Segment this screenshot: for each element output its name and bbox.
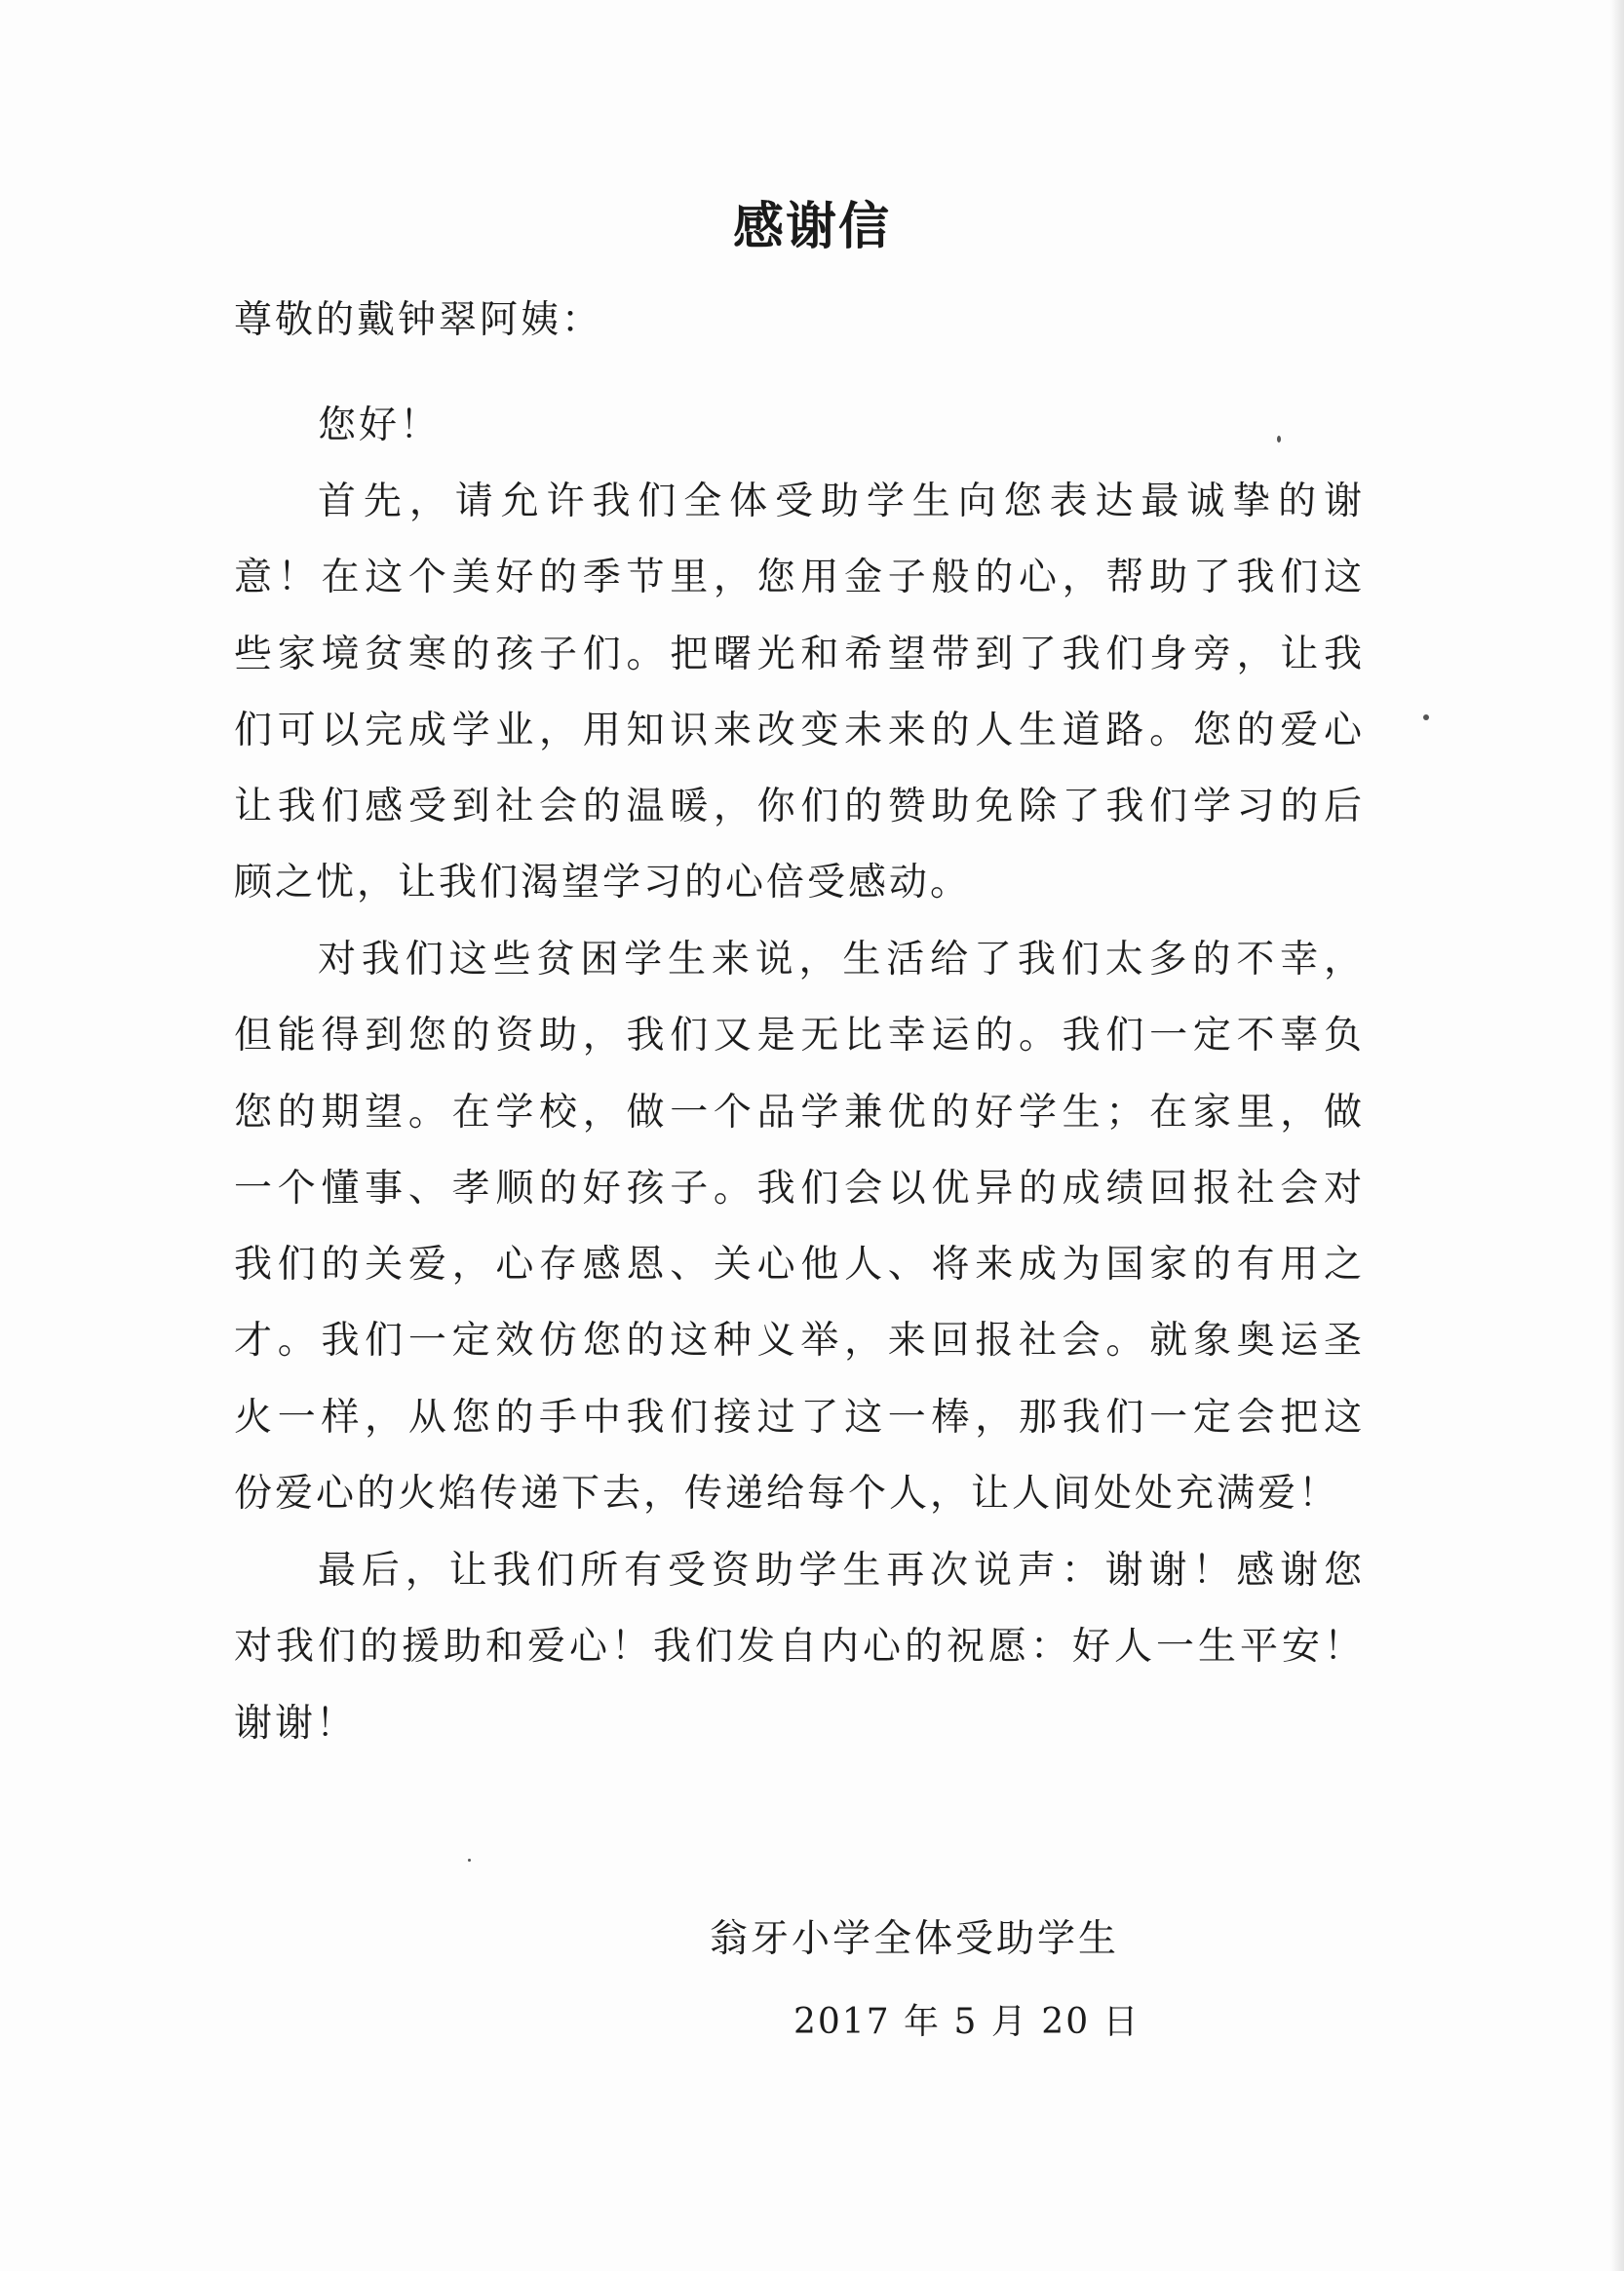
paragraph-line: 份爱心的火焰传递下去，传递给每个人，让人间处处充满爱！ (234, 1472, 1340, 1517)
paragraph-line: 些家境贫寒的孩子们。把曙光和希望带到了我们身旁，让我 (234, 632, 1365, 676)
paragraph-line: 但能得到您的资助，我们又是无比幸运的。我们一定不辜负 (234, 1014, 1365, 1059)
signature: 翁牙小学全体受助学生 (710, 1917, 1120, 1961)
paragraph-line: 意！在这个美好的季节里，您用金子般的心，帮助了我们这 (234, 556, 1365, 600)
letter-title: 感谢信 (732, 198, 891, 256)
paragraph-line: 们可以完成学业，用知识来改变未来的人生道路。您的爱心 (234, 708, 1365, 752)
scan-edge-shadow (1610, 0, 1624, 2271)
paragraph-line: 谢谢！ (234, 1701, 358, 1746)
paragraph-line: 才。我们一定效仿您的这种义举，来回报社会。就象奥运圣 (234, 1319, 1365, 1364)
paragraph-line: 让我们感受到社会的温暖，你们的赞助免除了我们学习的后 (234, 785, 1365, 829)
letter-date: 2017 年 5 月 20 日 (793, 2002, 1141, 2042)
paragraph-line: 一个懂事、孝顺的好孩子。我们会以优异的成绩回报社会对 (234, 1166, 1365, 1211)
paragraph-line: 对我们的援助和爱心！我们发自内心的祝愿：好人一生平安！ (234, 1625, 1365, 1670)
paragraph-line: 首先，请允许我们全体受助学生向您表达最诚挚的谢 (318, 480, 1365, 523)
paragraph-2 (234, 922, 1365, 1532)
paragraph-line: 顾之忧，让我们渴望学习的心倍受感动。 (234, 861, 972, 905)
scan-speck (1277, 436, 1281, 443)
paragraph-3 (234, 1533, 1365, 1762)
paragraph-line: 您的期望。在学校，做一个品学兼优的好学生；在家里，做 (234, 1090, 1365, 1135)
salutation: 尊敬的戴钟翠阿姨： (234, 298, 603, 342)
paragraph-line: 火一样，从您的手中我们接过了这一棒，那我们一定会把这 (234, 1395, 1365, 1440)
greeting: 您好！ (318, 404, 442, 447)
paragraph-1 (234, 464, 1365, 922)
paragraph-line: 最后，让我们所有受资助学生再次说声：谢谢！感谢您 (318, 1549, 1365, 1593)
paragraph-line: 我们的关爱，心存感恩、关心他人、将来成为国家的有用之 (234, 1243, 1365, 1288)
paragraph-line: 对我们这些贫困学生来说，生活给了我们太多的不幸， (318, 938, 1365, 982)
scan-speck (1423, 714, 1429, 720)
scan-speck (468, 1859, 471, 1862)
